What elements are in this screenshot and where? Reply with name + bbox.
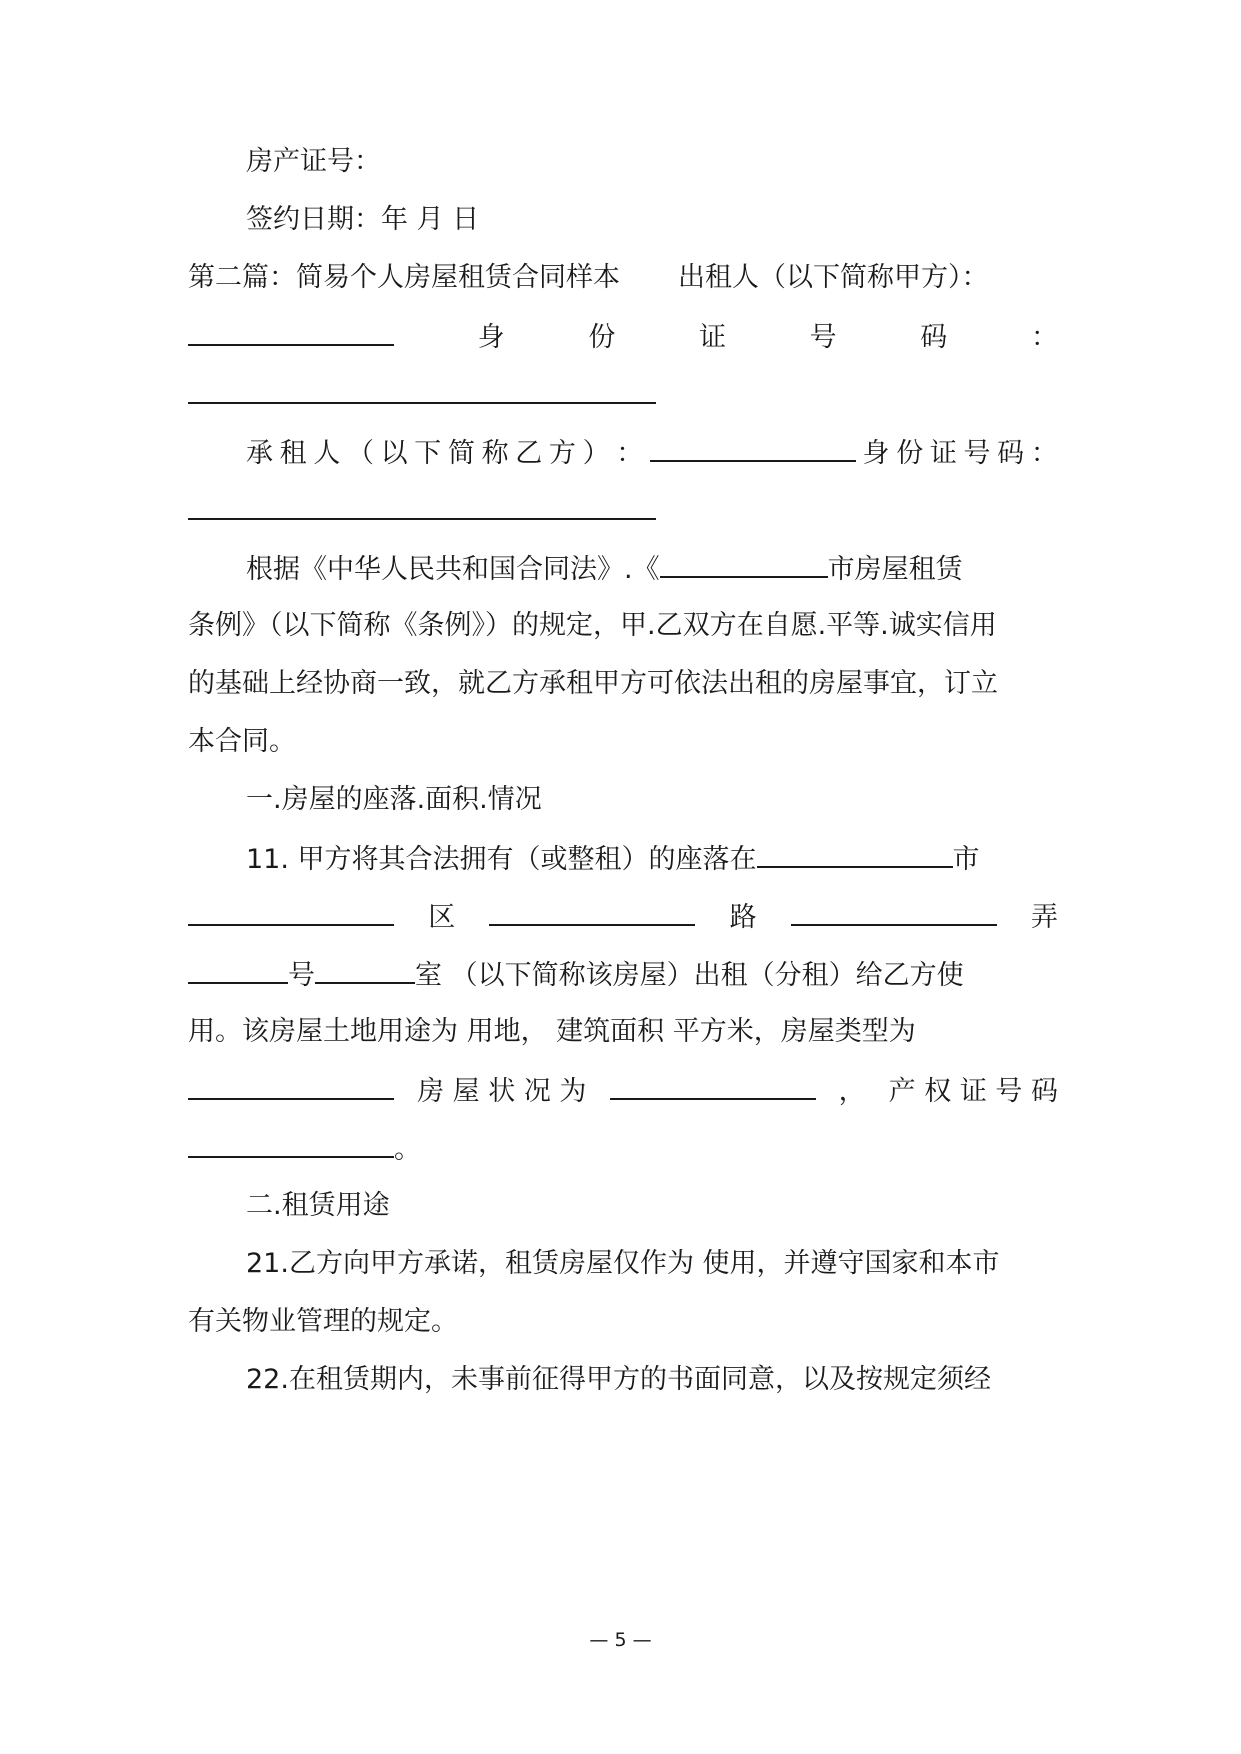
page-number: — 5 —	[589, 1629, 652, 1651]
lessee-label-char: 简	[447, 438, 475, 469]
sign-date-line: 签约日期：年 月 日	[246, 204, 480, 235]
lessee-label-char: ：	[616, 438, 644, 469]
lessee-label-char: 乙	[515, 438, 543, 469]
section-heading-line	[188, 256, 1058, 300]
lessor-name-blank	[188, 314, 394, 346]
clause-11-text: 11. 甲方将其合法拥有（或整租）的座落在	[246, 844, 757, 875]
clause-11-line	[246, 836, 1058, 880]
lessor-id-label-char: 号	[809, 322, 837, 353]
lessee-label-char: 人	[313, 438, 341, 469]
section-two-heading: 二.租赁用途	[246, 1190, 390, 1221]
house-status-blank	[610, 1068, 816, 1100]
lessee-id-label-char: 号	[963, 438, 991, 469]
paragraph-line: 本合同。	[188, 726, 296, 757]
lessee-id-label-char: 身	[862, 438, 890, 469]
lessee-id-blank	[188, 488, 656, 520]
section-title: 第二篇：简易个人房屋租赁合同样本	[188, 262, 620, 293]
lessor-id-label-char: 身	[477, 322, 505, 353]
lessee-id-blank-line	[188, 488, 1058, 532]
house-type-blank	[188, 1068, 394, 1100]
lessee-id-label-char: 码	[997, 438, 1025, 469]
lessee-label-char: 下	[414, 438, 442, 469]
lessee-label-char: 以	[380, 438, 408, 469]
lessor-id-label-char: 份	[588, 322, 616, 353]
property-cert-line: 房产证号：	[246, 146, 381, 177]
basis-line	[246, 546, 1058, 590]
district-blank	[188, 894, 394, 926]
lessee-name-blank	[650, 430, 856, 462]
lessee-line	[246, 430, 1058, 474]
clause-21-line: 21.乙方向甲方承诺，租赁房屋仅作为 使用，并遵守国家和本市	[246, 1248, 1000, 1279]
lessor-id-line	[188, 314, 1058, 358]
address-line	[188, 894, 1058, 938]
title-number-blank	[188, 1126, 394, 1158]
lessee-label-char: 称	[481, 438, 509, 469]
room-blank	[315, 952, 415, 984]
house-status-label: 房 屋 状 况 为	[417, 1076, 587, 1107]
lessee-label-char: （	[346, 438, 374, 469]
district-label: 区	[428, 902, 456, 933]
paragraph-line: 用。该房屋土地用途为 用地， 建筑面积 平方米，房屋类型为	[188, 1016, 916, 1047]
lessor-id-label-char: 码	[920, 322, 948, 353]
title-number-label: 产 权 证 号 码	[888, 1076, 1058, 1107]
lessee-id-label-char: ：	[1030, 438, 1058, 469]
lessee-id-label-char: 证	[929, 438, 957, 469]
room-text: 室 （以下简称该房屋）出租（分租）给乙方使	[415, 960, 964, 991]
city-regulation-blank	[660, 546, 828, 578]
lane-label: 弄	[1030, 902, 1058, 933]
lessor-id-blank	[188, 372, 656, 404]
paragraph-line: 条例》（以下简称《条例》）的规定，甲.乙双方在自愿.平等.诚实信用	[188, 610, 997, 641]
title-number-line	[188, 1126, 1058, 1170]
lessor-label: 出租人（以下简称甲方）：	[678, 262, 989, 293]
road-blank	[489, 894, 695, 926]
unit-line	[188, 952, 1058, 996]
lessor-id-label-char: ：	[1030, 322, 1058, 353]
paragraph-line: 有关物业管理的规定。	[188, 1306, 458, 1337]
lessee-label-char: ）	[582, 438, 610, 469]
lessee-label-char: 承	[246, 438, 273, 469]
full-stop: 。	[394, 1134, 421, 1165]
lane-blank	[791, 894, 997, 926]
city-blank	[757, 836, 953, 868]
basis-text: 根据《中华人民共和国合同法》.《	[246, 554, 660, 585]
number-blank	[188, 952, 288, 984]
road-label: 路	[729, 902, 757, 933]
lessor-id-label-char: 证	[698, 322, 726, 353]
paragraph-line: 的基础上经协商一致，就乙方承租甲方可依法出租的房屋事宜，订立	[188, 668, 998, 699]
house-status-line	[188, 1068, 1058, 1112]
clause-22-line: 22.在租赁期内，未事前征得甲方的书面同意，以及按规定须经	[246, 1364, 991, 1395]
lessee-id-label-char: 份	[896, 438, 924, 469]
number-label: 号	[288, 960, 315, 991]
city-label: 市	[952, 844, 980, 875]
lessor-id-blank-line	[188, 372, 1058, 416]
basis-text-end: 市房屋租赁	[827, 554, 963, 585]
lessee-label-char: 方	[548, 438, 576, 469]
comma: ，	[838, 1076, 866, 1107]
section-one-heading: 一.房屋的座落.面积.情况	[246, 784, 542, 815]
lessee-label-char: 租	[279, 438, 307, 469]
